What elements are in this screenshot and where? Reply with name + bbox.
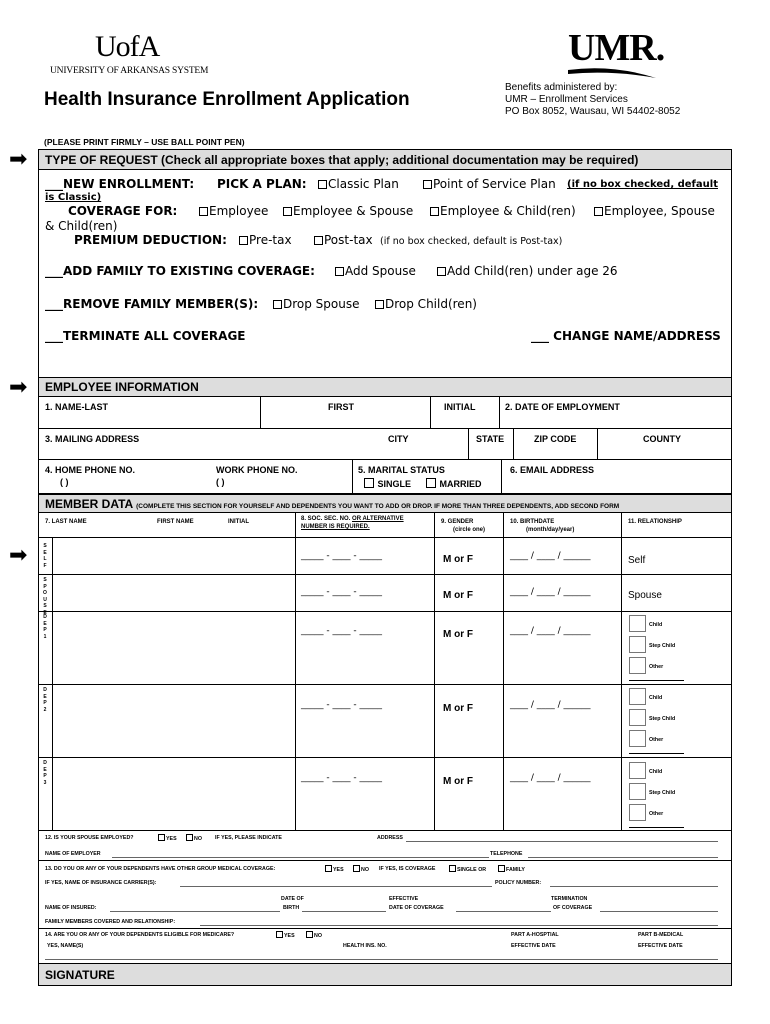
option-label: Employee xyxy=(209,204,269,218)
ua-logo: UofA xyxy=(95,30,160,63)
q13-single[interactable] xyxy=(449,865,486,873)
child-checkbox[interactable] xyxy=(629,762,646,779)
checkbox[interactable] xyxy=(276,931,283,938)
coverage-employee-option[interactable] xyxy=(199,204,268,218)
option-label: YES xyxy=(284,933,295,939)
checkbox[interactable] xyxy=(430,207,439,216)
part-b-label: PART B-MEDICAL xyxy=(638,932,684,938)
q14-no[interactable] xyxy=(306,931,322,939)
coverage-family-option[interactable] xyxy=(594,204,715,218)
add-children-option[interactable] xyxy=(437,264,618,278)
admin-line: PO Box 8052, Wausau, WI 54402-8052 xyxy=(505,106,681,117)
posttax-note: (if no box checked, default is Post-tax) xyxy=(380,236,563,247)
posttax-option[interactable] xyxy=(314,233,373,247)
birthdate-field[interactable]: ____ / ____ / ______ xyxy=(510,551,591,561)
marital-status-label: 5. MARITAL STATUS xyxy=(358,465,445,475)
q12-if-yes: IF YES, PLEASE INDICATE xyxy=(215,835,282,841)
print-note: (PLEASE PRINT FIRMLY – USE BALL POINT PEN) xyxy=(44,137,245,147)
pos-plan-option[interactable] xyxy=(423,177,556,191)
member-heading-title: MEMBER DATA xyxy=(45,497,133,511)
col-initial: INITIAL xyxy=(228,519,249,525)
col-first-name: FIRST NAME xyxy=(157,519,194,525)
arrow-right-icon: ➡ xyxy=(9,146,28,171)
checkbox[interactable] xyxy=(375,300,384,309)
birthdate-field[interactable]: ____ / ____ / ______ xyxy=(510,626,591,636)
termination-label: TERMINATION xyxy=(551,896,588,902)
terminate-coverage-label[interactable]: ___TERMINATE ALL COVERAGE xyxy=(45,329,246,343)
q12-yes[interactable] xyxy=(158,834,177,842)
checkbox[interactable] xyxy=(199,207,208,216)
admin-line: Benefits administered by: xyxy=(505,82,618,93)
add-family-label[interactable]: ___ADD FAMILY TO EXISTING COVERAGE: xyxy=(45,264,315,278)
other-label: Other xyxy=(649,664,664,670)
q13-yes[interactable] xyxy=(325,865,344,873)
q12-no[interactable] xyxy=(186,834,202,842)
checkbox[interactable] xyxy=(239,236,248,245)
arrow-right-icon: ➡ xyxy=(9,374,28,399)
q14-medicare: 14. ARE YOU OR ANY OF YOUR DEPENDENTS ELIGIBLE FOR MEDICARE? xyxy=(45,932,235,938)
checkbox[interactable] xyxy=(335,267,344,276)
step-child-label: Step Child xyxy=(649,716,676,722)
relationship-spouse: Spouse xyxy=(628,590,662,601)
married-option[interactable] xyxy=(426,478,482,489)
child-checkbox[interactable] xyxy=(629,615,646,632)
col-relationship: 11. RELATIONSHIP xyxy=(628,519,682,525)
remove-family-label[interactable]: ___REMOVE FAMILY MEMBER(S): xyxy=(45,297,259,311)
option-label: Classic Plan xyxy=(328,177,399,191)
administrator-info xyxy=(505,82,680,118)
employee-heading: EMPLOYEE INFORMATION xyxy=(38,377,732,397)
ssn-field[interactable]: _____ - ____ - _____ xyxy=(301,773,382,783)
child-label: Child xyxy=(649,695,663,701)
option-label: Post-tax xyxy=(324,233,373,247)
row-code-self: SELF xyxy=(43,543,47,569)
other-label: Other xyxy=(649,737,664,743)
option-label: MARRIED xyxy=(439,479,482,489)
col-birthdate-note: (month/day/year) xyxy=(526,527,575,533)
checkbox[interactable] xyxy=(364,478,374,488)
q13-if-yes: IF YES, IS COVERAGE xyxy=(379,866,436,872)
state-label: STATE xyxy=(476,434,505,444)
checkbox[interactable] xyxy=(594,207,603,216)
initial-label: INITIAL xyxy=(444,402,476,412)
option-label: Employee & Child(ren) xyxy=(440,204,576,218)
first-name-label: FIRST xyxy=(328,402,354,412)
row-code-spouse: SPOUSE xyxy=(43,577,47,616)
row-code-dep3: DEP3 xyxy=(43,760,47,786)
checkbox[interactable] xyxy=(314,236,323,245)
option-label: Employee, Spouse xyxy=(604,204,715,218)
other-checkbox[interactable] xyxy=(629,804,646,821)
other-checkbox[interactable] xyxy=(629,657,646,674)
step-child-checkbox[interactable] xyxy=(629,783,646,800)
checkbox[interactable] xyxy=(325,865,332,872)
signature-heading: SIGNATURE xyxy=(38,963,732,986)
checkbox[interactable] xyxy=(283,207,292,216)
page-title: Health Insurance Enrollment Application xyxy=(44,89,410,110)
checkbox[interactable] xyxy=(186,834,193,841)
step-child-checkbox[interactable] xyxy=(629,636,646,653)
col-last-name: 7. LAST NAME xyxy=(45,519,87,525)
gender-field[interactable]: M or F xyxy=(443,590,473,601)
umr-swoosh-icon xyxy=(566,66,658,80)
checkbox[interactable] xyxy=(353,865,360,872)
employer-label: NAME OF EMPLOYER xyxy=(45,851,101,857)
col-ssn-required: NUMBER IS REQUIRED. xyxy=(301,524,370,530)
option-label: Drop Spouse xyxy=(283,297,360,311)
part-a-label: PART A-HOSPTIAL xyxy=(511,932,559,938)
member-heading xyxy=(38,494,732,513)
option-label: Add Child(ren) under age 26 xyxy=(447,264,618,278)
home-phone-field[interactable]: ( ) xyxy=(60,477,69,487)
option-label: NO xyxy=(194,836,202,842)
row-code-dep1: DEP1 xyxy=(43,614,47,640)
col-ssn-alt: OR ALTERNATIVE xyxy=(352,516,404,522)
city-label: CITY xyxy=(388,434,409,444)
name-insured-label: NAME OF INSURED: xyxy=(45,905,97,911)
other-label: Other xyxy=(649,811,664,817)
gender-field[interactable]: M or F xyxy=(443,629,473,640)
col-ssn xyxy=(301,516,404,522)
pick-plan-label: PICK A PLAN: xyxy=(217,177,307,191)
child-label: Child xyxy=(649,622,663,628)
option-label: Pre-tax xyxy=(249,233,292,247)
address-label: ADDRESS xyxy=(377,835,403,841)
effective-label: EFFECTIVE xyxy=(389,896,419,902)
checkbox[interactable] xyxy=(158,834,165,841)
health-ins-label: HEALTH INS. NO. xyxy=(343,943,387,949)
mailing-address-label: 3. MAILING ADDRESS xyxy=(45,434,140,444)
carriers-label: IF YES, NAME OF INSURANCE CARRIER(S): xyxy=(45,880,157,886)
birthdate-field[interactable]: ____ / ____ / ______ xyxy=(510,773,591,783)
step-child-label: Step Child xyxy=(649,643,676,649)
gender-field[interactable]: M or F xyxy=(443,703,473,714)
col-gender-note: (circle one) xyxy=(453,527,486,533)
date-employment-label: 2. DATE OF EMPLOYMENT xyxy=(505,402,620,412)
classic-plan-option[interactable] xyxy=(318,177,399,191)
coverage-family-option-cont: & Child(ren) xyxy=(45,219,118,233)
name-last-label: 1. NAME-LAST xyxy=(45,402,108,412)
ua-system-name: UNIVERSITY OF ARKANSAS SYSTEM xyxy=(50,66,209,76)
other-checkbox[interactable] xyxy=(629,730,646,747)
admin-line: UMR – Enrollment Services xyxy=(505,94,628,105)
date-of-label: DATE OF xyxy=(281,896,304,902)
premium-deduction-label: PREMIUM DEDUCTION: xyxy=(74,233,227,247)
family-covered-label: FAMILY MEMBERS COVERED AND RELATIONSHIP: xyxy=(45,919,176,925)
email-label: 6. EMAIL ADDRESS xyxy=(510,465,595,475)
q12-spouse-employed: 12. IS YOUR SPOUSE EMPLOYED? xyxy=(45,835,134,841)
coverage-for-label: COVERAGE FOR: xyxy=(68,204,178,218)
option-label: NO xyxy=(361,867,369,873)
checkbox[interactable] xyxy=(318,180,327,189)
ssn-field[interactable]: _____ - ____ - _____ xyxy=(301,551,382,561)
coverage-employee-children-option[interactable] xyxy=(430,204,576,218)
effective-date-a-label: EFFECTIVE DATE xyxy=(511,943,556,949)
ssn-field[interactable]: _____ - ____ - _____ xyxy=(301,700,382,710)
single-option[interactable] xyxy=(364,478,411,489)
work-phone-label: WORK PHONE NO. xyxy=(216,465,298,475)
of-coverage-label: OF COVERAGE xyxy=(553,905,593,911)
col-birthdate: 10. BIRTHDATE xyxy=(510,519,555,525)
date-coverage-label: DATE OF COVERAGE xyxy=(389,905,444,911)
member-heading-note: (COMPLETE THIS SECTION FOR YOURSELF AND DEPENDENTS YOU WANT TO ADD OR DROP. IF MORE THAN THREE DEPENDENTS, ADD SECOND FORM xyxy=(136,503,620,510)
child-label: Child xyxy=(649,769,663,775)
q13-other-coverage: 13. DO YOU OR ANY OF YOUR DEPENDENTS HAVE OTHER GROUP MEDICAL COVERAGE: xyxy=(45,866,276,872)
ssn-field[interactable]: _____ - ____ - _____ xyxy=(301,587,382,597)
pretax-option[interactable] xyxy=(239,233,292,247)
default-note: (if no box checked, default xyxy=(567,179,718,190)
q13-no[interactable] xyxy=(353,865,369,873)
gender-field[interactable]: M or F xyxy=(443,554,473,565)
birth-label: BIRTH xyxy=(283,905,300,911)
drop-spouse-option[interactable] xyxy=(273,297,360,311)
step-child-checkbox[interactable] xyxy=(629,709,646,726)
default-note-cont: is Classic) xyxy=(45,192,102,203)
checkbox[interactable] xyxy=(423,180,432,189)
q13-family[interactable] xyxy=(498,865,525,873)
change-name-address-label[interactable]: ___ CHANGE NAME/ADDRESS xyxy=(531,329,721,343)
step-child-label: Step Child xyxy=(649,790,676,796)
work-phone-field[interactable]: ( ) xyxy=(216,477,225,487)
col-gender: 9. GENDER xyxy=(441,519,474,525)
drop-children-option[interactable] xyxy=(375,297,477,311)
umr-logo: UMR. xyxy=(568,27,665,69)
option-label: Drop Child(ren) xyxy=(385,297,477,311)
row-code-dep2: DEP2 xyxy=(43,687,47,713)
new-enrollment-label[interactable]: ___NEW ENROLLMENT: xyxy=(45,177,195,191)
policy-label: POLICY NUMBER: xyxy=(495,880,542,886)
option-label: YES xyxy=(333,867,344,873)
option-label: SINGLE xyxy=(377,479,412,489)
option-label: Point of Service Plan xyxy=(433,177,556,191)
option-label: Add Spouse xyxy=(345,264,416,278)
checkbox[interactable] xyxy=(437,267,446,276)
ssn-field[interactable]: _____ - ____ - _____ xyxy=(301,626,382,636)
effective-date-b-label: EFFECTIVE DATE xyxy=(638,943,683,949)
option-label: NO xyxy=(314,933,322,939)
county-label: COUNTY xyxy=(643,434,681,444)
checkbox[interactable] xyxy=(449,865,456,872)
arrow-right-icon: ➡ xyxy=(9,542,28,567)
option-label: YES xyxy=(166,836,177,842)
request-heading: TYPE OF REQUEST (Check all appropriate boxes that apply; additional documentation may be required) xyxy=(38,149,732,170)
coverage-employee-spouse-option[interactable] xyxy=(283,204,413,218)
option-label: FAMILY xyxy=(506,867,525,873)
checkbox[interactable] xyxy=(498,865,505,872)
option-label: Employee & Spouse xyxy=(293,204,414,218)
gender-field[interactable]: M or F xyxy=(443,776,473,787)
col-ssn-text: 8. SOC. SEC. NO. xyxy=(301,516,351,522)
q14-yes[interactable] xyxy=(276,931,295,939)
birthdate-field[interactable]: ____ / ____ / ______ xyxy=(510,700,591,710)
telephone-label: TELEPHONE xyxy=(490,851,523,857)
relationship-self: Self xyxy=(628,555,646,566)
checkbox[interactable] xyxy=(273,300,282,309)
option-label: SINGLE OR xyxy=(457,867,487,873)
zip-label: ZIP CODE xyxy=(534,434,577,444)
checkbox[interactable] xyxy=(306,931,313,938)
checkbox[interactable] xyxy=(426,478,436,488)
home-phone-label: 4. HOME PHONE NO. xyxy=(45,465,136,475)
child-checkbox[interactable] xyxy=(629,688,646,705)
yes-names-label: YES, NAME(S) xyxy=(47,943,84,949)
birthdate-field[interactable]: ____ / ____ / ______ xyxy=(510,587,591,597)
add-spouse-option[interactable] xyxy=(335,264,416,278)
